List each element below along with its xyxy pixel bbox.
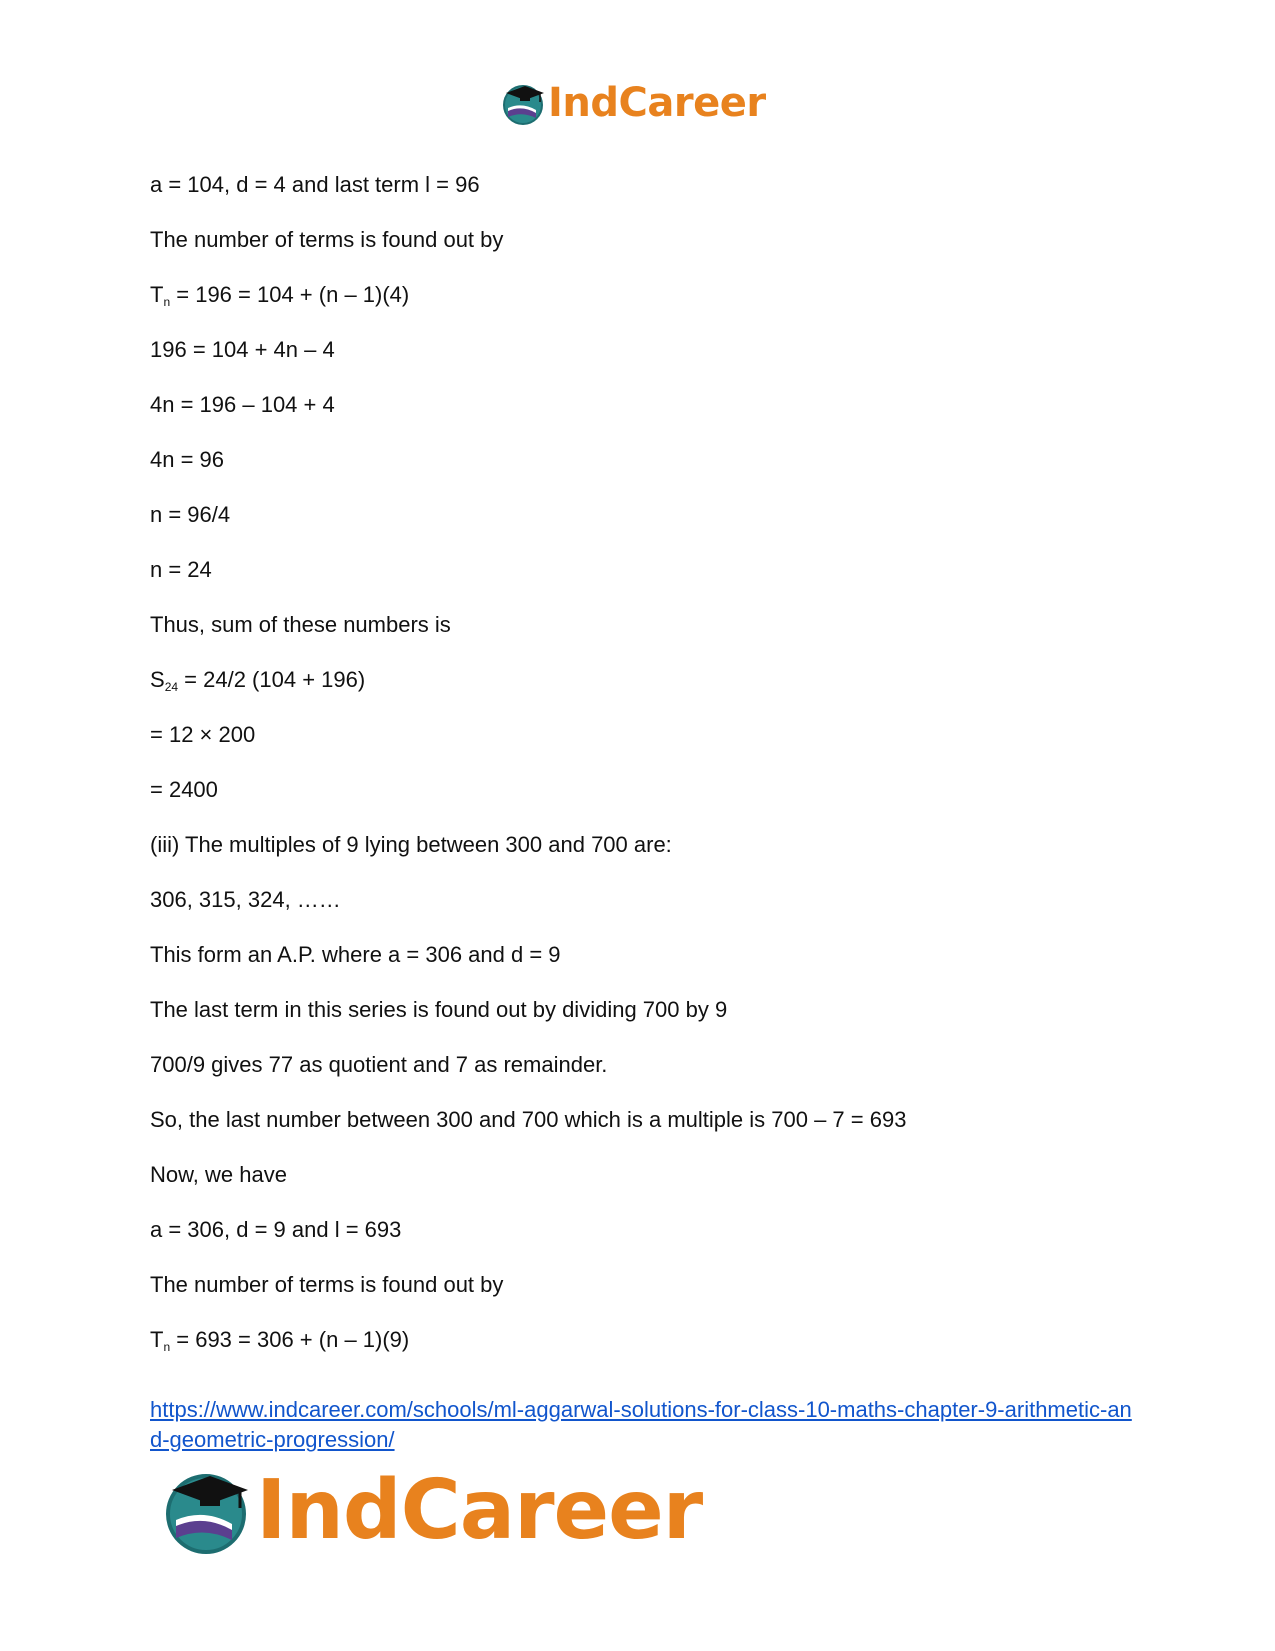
text-line: Thus, sum of these numbers is: [150, 612, 451, 637]
text-line: 306, 315, 324, ……: [150, 887, 341, 912]
text-line: a = 306, d = 9 and l = 693: [150, 1217, 402, 1242]
text-line: This form an A.P. where a = 306 and d = 9: [150, 942, 561, 967]
text-line: 700/9 gives 77 as quotient and 7 as remainder.: [150, 1052, 608, 1077]
text-line: 4n = 96: [150, 447, 225, 472]
solution-content: [150, 172, 1130, 1382]
text-line: Now, we have: [150, 1162, 287, 1187]
text-line: The number of terms is found out by: [150, 1272, 504, 1297]
text-line: n = 96/4: [150, 502, 231, 527]
text-line: The last term in this series is found out by dividing 700 by 9: [150, 997, 728, 1022]
text-line: n = 24: [150, 557, 212, 582]
text-line: 4n = 196 – 104 + 4: [150, 392, 335, 417]
graduation-book-icon: [160, 1464, 252, 1556]
source-link-block: [150, 1395, 1140, 1455]
footer-logo: [160, 1462, 703, 1558]
text-line: (iii) The multiples of 9 lying between 300 and 700 are:: [150, 832, 672, 857]
header-logo-text: IndCareer: [548, 80, 766, 126]
text-line: a = 104, d = 4 and last term l = 96: [150, 172, 480, 197]
header-logo: [500, 78, 766, 128]
source-link[interactable]: https://www.indcareer.com/schools/ml-aggarwal-solutions-for-class-10-maths-chapter-9-arithmetic-and-geometric-progression/: [150, 1397, 1132, 1452]
text-line: $T_n = 693 = 306 + (n - 1)(9)$: [150, 1327, 410, 1354]
graduation-book-icon: [500, 80, 546, 126]
text-line: So, the last number between 300 and 700 which is a multiple is 700 – 7 = 693: [150, 1107, 907, 1132]
text-line: = 12 × 200: [150, 722, 256, 747]
text-line: 196 = 104 + 4n – 4: [150, 337, 335, 362]
text-line: $S_{24} = 24/2$ (104 + 196): [150, 667, 366, 694]
text-line: The number of terms is found out by: [150, 227, 504, 252]
footer-logo-text: IndCareer: [256, 1462, 703, 1558]
text-line: = 2400: [150, 777, 218, 802]
text-line: $T_n = 196 = 104 + (n - 1)(4)$: [150, 282, 410, 309]
